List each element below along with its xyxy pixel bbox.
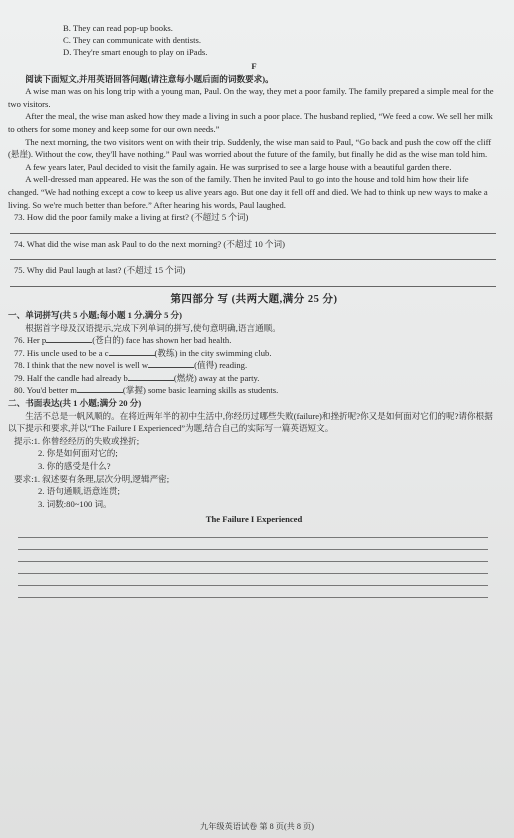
spelling-heading: 一、单词拼写(共 5 小题;每小题 1 分,满分 5 分): [8, 309, 183, 320]
writing-line[interactable]: [18, 550, 488, 562]
option-c: C. They can communicate with dentists.: [63, 35, 202, 45]
part4-heading: 第四部分 写 (共两大题,满分 25 分): [170, 293, 338, 305]
blank-80[interactable]: [77, 384, 123, 393]
passage-paragraph-2: After the meal, the wise man asked how they made a living in such a poor place. The husband replied, “We feed a cow. We sell her milk to others for some money and keep some for our own needs.”: [8, 111, 493, 134]
spelling-instruction: 根据首字母及汉语提示,完成下列单词的拼写,使句意明确,语言通顺。: [25, 322, 281, 333]
passage-paragraph-5: A well-dressed man appeared. He was the son of the family. Then he invited Paul to go into the house and told him how their life changed. “We had nothing except a cow to keep us alive years ago. But one day it fell off and died. We had to think up new ways to make a living. So we're much better than before.” After hearing his words, Paul laughed.: [8, 174, 488, 210]
passage-paragraph-4: A few years later, Paul decided to visit the family again. He was surprised to see a large house with a beautiful garden there.: [25, 161, 452, 172]
option-d: D. They're smart enough to play on iPads.: [63, 47, 208, 57]
section-mark: F: [251, 61, 257, 71]
question-73: 73. How did the poor family make a living at first? (不超过 5 个词): [14, 212, 249, 223]
writing-line[interactable]: [18, 562, 488, 574]
requirements-label: 要求:1. 叙述要有条理,层次分明,逻辑严密;: [14, 473, 170, 484]
writing-intro: 生活不总是一帆风顺的。在将近两年半的初中生活中,你经历过哪些失败(failure)和挫折呢?你又是如何面对它们的呢?请你根据以下提示和要求,并以“The Failure I Experienced”为题,结合自己的实际写一篇英语短文。: [8, 410, 493, 434]
question-78: 78. I think that the new novel is well w (值得) reading.: [14, 360, 248, 371]
tip-3: 3. 你的感受是什么?: [38, 461, 111, 472]
writing-line[interactable]: [18, 586, 488, 598]
answer-line-75[interactable]: [10, 277, 496, 287]
tips-label: 提示:1. 你曾经经历的失败或挫折;: [14, 435, 140, 446]
essay-title: The Failure I Experienced: [205, 514, 303, 525]
question-80: 80. You'd better m (掌握) some basic learning skills as students.: [14, 385, 279, 396]
option-b: B. They can read pop-up books.: [63, 23, 173, 33]
passage-paragraph-3: The next morning, the two visitors went on with their trip. Suddenly, the wise man said to Paul, “Go back and push the cow off the cliff (悬崖). Without the cow, they'll have nothing.” Paul was worried about the future of the family, but finally he did as the wise man told him.: [8, 136, 492, 160]
page-footer: 九年级英语试卷 第 8 页(共 8 页): [200, 822, 314, 831]
question-75: 75. Why did Paul laugh at last? (不超过 15 个词): [14, 265, 186, 276]
writing-line[interactable]: [18, 574, 488, 586]
writing-line[interactable]: [18, 526, 488, 538]
answer-line-73[interactable]: [10, 224, 496, 234]
blank-77[interactable]: [109, 347, 155, 356]
writing-heading: 二、书面表达(共 1 小题;满分 20 分): [8, 398, 142, 409]
blank-79[interactable]: [128, 372, 174, 381]
question-79: 79. Half the candle had already b (燃烧) away at the party.: [14, 372, 260, 383]
passage-instruction: 阅读下面短文,并用英语回答问题(请注意每小题后面的词数要求)。: [25, 73, 274, 84]
blank-78[interactable]: [148, 359, 194, 368]
question-77: 77. His uncle used to be a c (教练) in the city swimming club.: [14, 347, 272, 358]
writing-line[interactable]: [18, 538, 488, 550]
requirement-2: 2. 语句通顺,语意连贯;: [38, 486, 120, 497]
answer-line-74[interactable]: [10, 250, 496, 260]
passage-paragraph-1: A wise man was on his long trip with a young man, Paul. On the way, they met a poor family. The family prepared a simple meal for the two visitors.: [8, 86, 494, 109]
question-76: 76. Her p (苍白的) face has shown her bad health.: [14, 335, 232, 346]
blank-76[interactable]: [46, 334, 92, 343]
question-74: 74. What did the wise man ask Paul to do the next morning? (不超过 10 个词): [14, 238, 285, 249]
requirement-3: 3. 词数:80~100 词。: [38, 498, 112, 509]
tip-2: 2. 你是如何面对它的;: [38, 448, 118, 459]
